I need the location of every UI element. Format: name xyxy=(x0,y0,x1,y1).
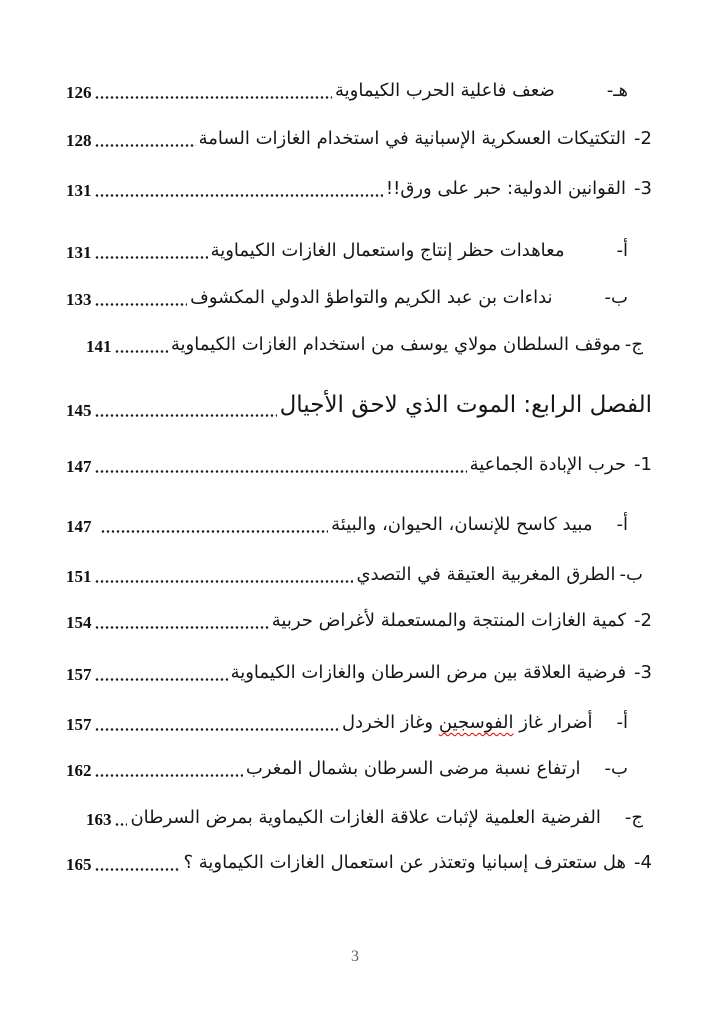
toc-page-number: 147 xyxy=(66,457,92,476)
toc-leader-dots xyxy=(95,580,354,583)
toc-entry-marker: ج- xyxy=(624,807,643,828)
toc-entry-marker: ب- xyxy=(619,564,643,585)
toc-leader-dots xyxy=(95,678,228,681)
toc-entry-marker: 3- xyxy=(634,178,652,199)
toc-entry xyxy=(66,850,652,876)
toc-page-number: 162 xyxy=(66,761,92,780)
toc-leader-dots xyxy=(95,868,181,871)
toc-leader-dots xyxy=(95,774,243,777)
misspelled-word: الفوسجين xyxy=(438,712,514,733)
toc-entry xyxy=(66,805,652,831)
toc-entry xyxy=(66,176,652,202)
toc-leader-dots xyxy=(115,350,168,353)
toc-leader-dots xyxy=(95,303,188,306)
toc-entry xyxy=(66,238,652,264)
toc-page-number: 128 xyxy=(66,131,92,150)
toc-entry xyxy=(66,452,652,478)
toc-entry-title: الفرضية العلمية لإثبات علاقة الغازات الكيماوية بمرض السرطان xyxy=(130,807,601,828)
toc-entry-marker: 4- xyxy=(634,852,652,873)
toc-page-number: 147 xyxy=(66,517,92,536)
toc-entry-marker: أ- xyxy=(616,240,628,261)
toc-entry-title: هل ستعترف إسبانيا وتعتذر عن استعمال الغازات الكيماوية ؟ xyxy=(183,852,627,873)
toc-entry-marker: 2- xyxy=(634,610,652,631)
toc-leader-dots xyxy=(95,470,467,473)
toc-entry xyxy=(66,332,652,358)
toc-page-number: 151 xyxy=(66,567,92,586)
toc-leader-dots xyxy=(95,728,339,731)
toc-title-text: وغاز الخردل xyxy=(341,712,439,733)
toc-leader-dots xyxy=(95,414,277,417)
toc-entry-marker: أ- xyxy=(616,712,628,733)
toc-entry-marker: ب- xyxy=(604,758,628,779)
footer-page-number: 3 xyxy=(351,948,359,965)
toc-entry xyxy=(66,608,652,634)
toc-page-number: 157 xyxy=(66,665,92,684)
toc-entry-title: كمية الغازات المنتجة والمستعملة لأغراض حربية xyxy=(271,610,627,631)
toc-entry-marker: 2- xyxy=(634,128,652,149)
toc-page-number: 126 xyxy=(66,83,92,102)
toc-entry-title: القوانين الدولية: حبر على ورق!! xyxy=(385,178,627,199)
toc-page-number: 165 xyxy=(66,855,92,874)
toc-entry xyxy=(66,710,652,736)
toc-entry xyxy=(66,756,652,782)
toc-leader-dots xyxy=(95,144,196,147)
toc-entry-title: مبيد كاسح للإنسان، الحيوان، والبيئة xyxy=(331,514,593,535)
toc-entry xyxy=(66,660,652,686)
toc-entry xyxy=(66,562,652,588)
toc-entry-title xyxy=(342,710,593,736)
toc-entry xyxy=(66,78,652,104)
toc-entry-title: ضعف فاعلية الحرب الكيماوية xyxy=(335,80,555,101)
toc-leader-dots xyxy=(95,194,383,197)
toc-page-number: 131 xyxy=(66,243,92,262)
toc-entry-title: التكتيكات العسكرية الإسبانية في استخدام الغازات السامة xyxy=(198,128,627,149)
toc-leader-dots xyxy=(115,823,128,826)
toc-page-number: 157 xyxy=(66,715,92,734)
toc-leader-dots xyxy=(95,96,333,99)
toc-entry xyxy=(66,285,652,311)
toc-title-text: أضرار غاز xyxy=(513,712,593,733)
toc-entry xyxy=(66,512,652,538)
toc-entry-chapter xyxy=(66,388,652,422)
toc-entry-marker: 3- xyxy=(634,662,652,683)
toc-entry-title: حرب الإبادة الجماعية xyxy=(469,454,627,475)
toc-leader-dots xyxy=(101,530,329,533)
toc-entry-marker: هـ- xyxy=(606,80,628,101)
toc-page-number: 133 xyxy=(66,290,92,309)
toc-page-number: 145 xyxy=(66,401,92,420)
toc-entry-title: موقف السلطان مولاي يوسف من استخدام الغازات الكيماوية xyxy=(170,334,621,355)
toc-entry-marker: 1- xyxy=(634,454,652,475)
toc-leader-dots xyxy=(95,626,269,629)
toc-entry-title: ارتفاع نسبة مرضى السرطان بشمال المغرب xyxy=(245,758,581,779)
toc-leader-dots xyxy=(95,256,208,259)
toc-entry-marker: أ- xyxy=(616,514,628,535)
toc-page-number: 141 xyxy=(86,337,112,356)
toc-page-number: 131 xyxy=(66,181,92,200)
toc-entry-title: نداءات بن عبد الكريم والتواطؤ الدولي المكشوف xyxy=(190,287,553,308)
toc-page-number: 154 xyxy=(66,613,92,632)
toc-entry xyxy=(66,126,652,152)
toc-page-number: 163 xyxy=(86,810,112,829)
toc-entry-marker: ج- xyxy=(624,334,643,355)
toc-entry-title: فرضية العلاقة بين مرض السرطان والغازات الكيماوية xyxy=(230,662,627,683)
toc-entry-title: معاهدات حظر إنتاج واستعمال الغازات الكيماوية xyxy=(210,240,565,261)
toc-chapter-title: الفصل الرابع: الموت الذي لاحق الأجيال xyxy=(279,392,652,418)
toc-entry-marker: ب- xyxy=(604,287,628,308)
toc-entry-title: الطرق المغربية العتيقة في التصدي xyxy=(356,564,616,585)
